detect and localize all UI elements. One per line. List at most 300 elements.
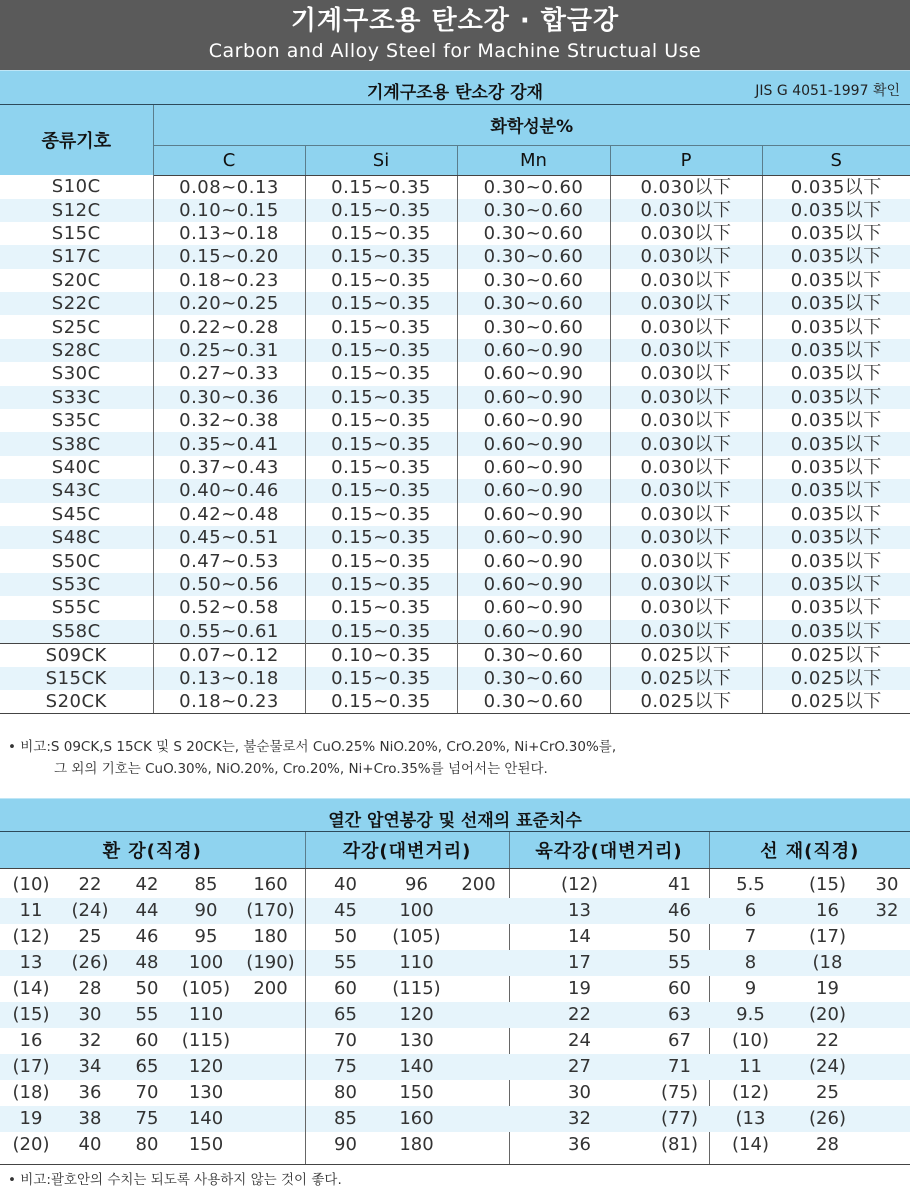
composition-cell: 0.15~0.35	[305, 549, 457, 572]
note-line-1: • 비고:S 09CK,S 15CK 및 S 20CK는, 불순물로서 CuO.25% NiO.20%, CrO.20%, Ni+CrO.30%를,	[8, 739, 617, 755]
dimension-cell: 71	[650, 1054, 710, 1080]
section2-title: 열간 압연봉강 및 선재의 표준치수	[328, 811, 582, 831]
composition-cell: 0.60~0.90	[457, 596, 610, 619]
composition-cell: 0.32~0.38	[153, 409, 305, 432]
dimension-cell	[236, 1106, 305, 1132]
dimension-cell: 70	[135, 1081, 159, 1103]
composition-cell: 0.60~0.90	[457, 526, 610, 549]
composition-cell: 0.030以下	[610, 269, 762, 292]
dimension-cell: 150	[188, 1133, 224, 1155]
col-header-s: S	[762, 145, 910, 175]
composition-cell: 0.030以下	[610, 573, 762, 596]
table-row	[0, 620, 910, 644]
group-header: 각강(대변거리)	[305, 832, 509, 868]
table-row	[0, 667, 910, 690]
dimension-cell	[448, 1054, 510, 1080]
dimension-cell: 45	[306, 898, 386, 924]
composition-cell: 0.15~0.35	[305, 175, 457, 199]
steel-code-cell: S28C	[0, 339, 153, 362]
dimension-cell: (26)	[792, 1106, 864, 1132]
dimension-cell: 9.5	[710, 1002, 792, 1028]
dimension-cell: 46	[650, 898, 710, 924]
dimension-cell: (15)	[0, 1002, 62, 1028]
composition-cell: 0.30~0.60	[457, 667, 610, 690]
composition-cell: 0.025以下	[762, 667, 910, 690]
composition-cell: 0.60~0.90	[457, 386, 610, 409]
composition-cell: 0.15~0.35	[305, 386, 457, 409]
dimension-cell	[448, 1132, 510, 1158]
composition-cell: 0.30~0.36	[153, 386, 305, 409]
composition-cell: 0.15~0.35	[305, 222, 457, 245]
dimension-cell	[864, 1106, 910, 1132]
steel-code-cell: S22C	[0, 292, 153, 315]
dimension-cell: 36	[78, 1081, 102, 1103]
dimension-cell: 120	[386, 1002, 448, 1028]
composition-cell: 0.035以下	[762, 456, 910, 479]
composition-cell: 0.030以下	[610, 479, 762, 502]
dimension-cell	[236, 1054, 305, 1080]
steel-code-cell: S33C	[0, 386, 153, 409]
group-header: 육각강(대변거리)	[509, 832, 709, 868]
steel-code-cell: S25C	[51, 316, 101, 338]
dimension-cell: (12)	[12, 925, 50, 947]
composition-cell: 0.035以下	[762, 549, 910, 572]
steel-code-cell: S20C	[51, 269, 101, 291]
steel-code-cell: S53C	[0, 573, 153, 596]
steel-code-cell: S30C	[51, 363, 101, 385]
dimension-cell	[448, 924, 510, 950]
section1-note	[8, 736, 616, 780]
dimension-cell	[448, 898, 510, 924]
dimension-cell: 96	[405, 873, 428, 895]
table-row	[0, 596, 910, 619]
dimension-cell: (105)	[181, 977, 231, 999]
dimension-cell: 24	[568, 1029, 591, 1051]
dimension-cell	[236, 1132, 305, 1158]
composition-cell: 0.40~0.46	[153, 479, 305, 502]
dimension-cell: (12)	[561, 873, 598, 895]
composition-cell: 0.030以下	[610, 549, 762, 572]
composition-cell: 0.27~0.33	[153, 362, 305, 385]
dimension-cell: 120	[176, 1054, 236, 1080]
dimension-cell: 55	[306, 950, 386, 976]
steel-code-cell: S43C	[0, 479, 153, 502]
dimension-cell	[448, 950, 510, 976]
dimension-cell: 32	[510, 1106, 650, 1132]
composition-cell: 0.035以下	[762, 245, 910, 268]
dimension-cell: 32	[78, 1029, 102, 1051]
dimension-cell: (77)	[650, 1106, 710, 1132]
dimension-cell: 110	[386, 950, 448, 976]
dimension-cell	[448, 976, 510, 1002]
composition-cell: 0.15~0.35	[305, 362, 457, 385]
dimension-cell: (14)	[732, 1133, 769, 1155]
table-row	[0, 573, 910, 596]
col-header-chemical: 화학성분%	[153, 105, 910, 145]
section2-title-bar	[0, 798, 910, 832]
group-header: 선 재(직경)	[709, 832, 910, 868]
steel-code-cell: S09CK	[0, 643, 153, 667]
composition-cell: 0.60~0.90	[457, 549, 610, 572]
table-row	[0, 222, 910, 245]
composition-cell: 0.030以下	[610, 386, 762, 409]
dimension-cell	[864, 1028, 910, 1054]
dimension-cell: 75	[306, 1054, 386, 1080]
page-header	[0, 0, 910, 70]
dimension-cell: 140	[176, 1106, 236, 1132]
composition-cell: 0.60~0.90	[457, 409, 610, 432]
composition-cell: 0.025以下	[762, 690, 910, 714]
composition-cell: 0.025以下	[610, 667, 762, 690]
dimension-cell	[236, 1002, 305, 1028]
composition-cell: 0.030以下	[610, 292, 762, 315]
composition-cell: 0.030以下	[610, 526, 762, 549]
note-line-2: 그 외의 기호는 CuO.30%, NiO.20%, Cro.20%, Ni+Cro.35%를 넘어서는 안된다.	[54, 761, 548, 777]
composition-cell: 0.60~0.90	[457, 456, 610, 479]
table-row	[0, 503, 910, 526]
composition-cell: 0.13~0.18	[153, 222, 305, 245]
dimension-cell: 19	[0, 1106, 62, 1132]
dimension-cell: 40	[78, 1133, 102, 1155]
dimension-cell: 22	[816, 1029, 839, 1051]
dimension-cell	[864, 1080, 910, 1106]
dimension-cell: 50	[135, 977, 159, 999]
dimension-cell	[864, 1132, 910, 1158]
composition-cell: 0.60~0.90	[457, 339, 610, 362]
dimension-cell: (20)	[12, 1133, 50, 1155]
composition-cell: 0.030以下	[610, 432, 762, 455]
composition-cell: 0.55~0.61	[153, 620, 305, 644]
dimension-cell: (12)	[732, 1081, 769, 1103]
composition-cell: 0.030以下	[610, 222, 762, 245]
composition-cell: 0.15~0.35	[305, 596, 457, 619]
dimension-cell: 38	[62, 1106, 118, 1132]
table-row	[0, 643, 910, 667]
dimension-cell: 25	[816, 1081, 839, 1103]
composition-cell: 0.60~0.90	[457, 432, 610, 455]
composition-cell: 0.15~0.35	[305, 199, 457, 222]
dimension-cell: 50	[334, 925, 357, 947]
dimension-cell: 67	[668, 1029, 691, 1051]
composition-cell: 0.30~0.60	[457, 292, 610, 315]
col-header-mn: Mn	[457, 145, 610, 175]
dimension-cell: 65	[118, 1054, 176, 1080]
dimension-cell: (20)	[792, 1002, 864, 1028]
composition-cell: 0.035以下	[762, 269, 910, 292]
table-row	[0, 199, 910, 222]
steel-code-cell: S12C	[0, 199, 153, 222]
page-title: 기계구조용 탄소강 · 합금강	[290, 6, 620, 36]
dimension-cell: 41	[668, 873, 691, 895]
dimension-cell: (17)	[0, 1054, 62, 1080]
dimension-cell	[448, 1080, 510, 1106]
composition-cell: 0.035以下	[762, 526, 910, 549]
composition-cell: 0.08~0.13	[153, 175, 305, 199]
dimension-cell: 130	[188, 1081, 224, 1103]
table-row	[0, 479, 910, 502]
dimension-cell: 140	[386, 1054, 448, 1080]
composition-cell: 0.025以下	[610, 643, 762, 667]
dimension-group	[305, 868, 509, 1164]
composition-cell: 0.60~0.90	[457, 362, 610, 385]
dimension-cell: (18	[792, 950, 864, 976]
steel-code-cell: S35C	[51, 410, 101, 432]
dimension-cell: 160	[253, 873, 288, 895]
dimension-cell: 13	[0, 950, 62, 976]
dimension-cell: (170)	[236, 898, 305, 924]
dimension-cell: (18)	[12, 1081, 50, 1103]
composition-cell: 0.15~0.35	[305, 573, 457, 596]
composition-cell: 0.18~0.23	[153, 269, 305, 292]
composition-cell: 0.035以下	[762, 175, 910, 199]
standard-reference: JIS G 4051-1997 확인	[755, 83, 900, 99]
composition-cell: 0.025以下	[762, 643, 910, 667]
composition-cell: 0.30~0.60	[457, 245, 610, 268]
dimension-cell: 30	[568, 1081, 591, 1103]
dimension-cell: 11	[0, 898, 62, 924]
dimension-cell: 7	[744, 925, 757, 947]
dimension-cell: 60	[668, 977, 691, 999]
dimension-cell: 60	[334, 977, 357, 999]
dimension-cell: 55	[650, 950, 710, 976]
composition-cell: 0.60~0.90	[457, 573, 610, 596]
dimension-cell: 5.5	[736, 873, 765, 895]
composition-cell: 0.60~0.90	[457, 620, 610, 644]
col-header-si: Si	[305, 145, 457, 175]
section1-title-bar	[0, 70, 910, 105]
dimension-cell: (26)	[62, 950, 118, 976]
composition-cell: 0.15~0.35	[305, 526, 457, 549]
composition-cell: 0.15~0.35	[305, 456, 457, 479]
dimension-cell: 28	[816, 1133, 839, 1155]
steel-code-cell: S15CK	[0, 667, 153, 690]
dimension-cell: 44	[118, 898, 176, 924]
table-row	[0, 175, 910, 199]
dimension-cell: 9	[744, 977, 757, 999]
composition-cell: 0.035以下	[762, 620, 910, 644]
composition-cell: 0.13~0.18	[153, 667, 305, 690]
table-row	[0, 549, 910, 572]
page-subtitle: Carbon and Alloy Steel for Machine Structual Use	[208, 40, 702, 62]
dimension-cell: 32	[864, 898, 910, 924]
dimension-cell: 6	[710, 898, 792, 924]
composition-cell: 0.18~0.23	[153, 690, 305, 714]
dimension-cell: 180	[399, 1133, 434, 1155]
composition-cell: 0.30~0.60	[457, 690, 610, 714]
dimension-cell: 30	[62, 1002, 118, 1028]
composition-cell: 0.45~0.51	[153, 526, 305, 549]
dimension-cell: 63	[650, 1002, 710, 1028]
dimension-cell: 95	[194, 925, 218, 947]
steel-code-cell: S40C	[51, 456, 101, 478]
dimension-cell: 80	[135, 1133, 159, 1155]
composition-cell: 0.15~0.35	[305, 432, 457, 455]
composition-cell: 0.15~0.35	[305, 269, 457, 292]
group-header: 환 강(직경)	[0, 832, 305, 868]
composition-cell: 0.47~0.53	[153, 549, 305, 572]
composition-cell: 0.035以下	[762, 339, 910, 362]
dimension-cell: 130	[399, 1029, 434, 1051]
composition-cell: 0.30~0.60	[457, 315, 610, 338]
dimension-cell: 8	[710, 950, 792, 976]
composition-cell: 0.025以下	[610, 690, 762, 714]
steel-code-cell: S50C	[51, 550, 101, 572]
composition-cell: 0.15~0.35	[305, 479, 457, 502]
composition-cell: 0.035以下	[762, 199, 910, 222]
dimension-cell: (24)	[62, 898, 118, 924]
dimension-cell: 150	[399, 1081, 434, 1103]
composition-cell: 0.15~0.20	[153, 245, 305, 268]
steel-code-cell: S38C	[0, 432, 153, 455]
dimension-cell: 200	[461, 873, 496, 895]
dimension-cell: 17	[510, 950, 650, 976]
dimension-cell: 110	[176, 1002, 236, 1028]
dimension-cell: (14)	[12, 977, 50, 999]
table-row	[0, 456, 910, 479]
dimension-cell: (81)	[661, 1133, 698, 1155]
composition-cell: 0.15~0.35	[305, 409, 457, 432]
table-row	[0, 339, 910, 362]
composition-cell: 0.035以下	[762, 315, 910, 338]
dimension-cell	[864, 924, 910, 950]
dimension-cell: 100	[386, 898, 448, 924]
composition-cell: 0.52~0.58	[153, 596, 305, 619]
dimension-cell: 85	[306, 1106, 386, 1132]
dimension-cell: 16	[792, 898, 864, 924]
dimension-cell: 27	[510, 1054, 650, 1080]
composition-cell: 0.030以下	[610, 596, 762, 619]
dimension-cell: (13	[710, 1106, 792, 1132]
dimension-cell: 11	[710, 1054, 792, 1080]
table-row	[0, 362, 910, 385]
composition-cell: 0.030以下	[610, 456, 762, 479]
dimension-cell: (17)	[809, 925, 846, 947]
dimension-group	[0, 868, 305, 1164]
dimension-cell: 85	[194, 873, 218, 895]
dimension-cell: 22	[510, 1002, 650, 1028]
composition-cell: 0.10~0.15	[153, 199, 305, 222]
dimension-cell: 28	[78, 977, 102, 999]
composition-cell: 0.035以下	[762, 596, 910, 619]
composition-cell: 0.035以下	[762, 503, 910, 526]
composition-cell: 0.030以下	[610, 620, 762, 644]
dimension-cell: (10)	[732, 1029, 769, 1051]
dimension-cell: 19	[816, 977, 839, 999]
composition-cell: 0.42~0.48	[153, 503, 305, 526]
dimension-cell: 160	[386, 1106, 448, 1132]
dimension-cell	[448, 1106, 510, 1132]
dimension-cell: 90	[176, 898, 236, 924]
composition-cell: 0.15~0.35	[305, 690, 457, 714]
steel-code-cell: S55C	[51, 597, 101, 619]
composition-cell: 0.30~0.60	[457, 199, 610, 222]
col-header-code: 종류기호	[0, 105, 153, 175]
table-row	[0, 526, 910, 549]
composition-cell: 0.035以下	[762, 222, 910, 245]
dimension-cell	[864, 1002, 910, 1028]
composition-cell: 0.030以下	[610, 362, 762, 385]
dimension-cell: 50	[668, 925, 691, 947]
composition-cell: 0.15~0.35	[305, 245, 457, 268]
dimension-group	[709, 868, 910, 1164]
dimension-cell	[864, 976, 910, 1002]
composition-cell: 0.60~0.90	[457, 479, 610, 502]
composition-cell: 0.30~0.60	[457, 643, 610, 667]
composition-cell: 0.030以下	[610, 199, 762, 222]
composition-cell: 0.030以下	[610, 245, 762, 268]
steel-code-cell: S10C	[51, 176, 101, 198]
dimension-cell: 13	[510, 898, 650, 924]
dimension-cell: 40	[334, 873, 357, 895]
steel-code-cell: S58C	[0, 620, 153, 644]
dimension-cell: (15)	[809, 873, 846, 895]
dimension-cell: 200	[253, 977, 288, 999]
dimension-cell: 80	[334, 1081, 357, 1103]
table-row	[0, 409, 910, 432]
composition-cell: 0.30~0.60	[457, 269, 610, 292]
composition-cell: 0.030以下	[610, 315, 762, 338]
dimension-cell: 14	[568, 925, 591, 947]
composition-cell: 0.15~0.35	[305, 620, 457, 644]
dimension-cell	[448, 1002, 510, 1028]
section2-note: • 비고:괄호안의 수치는 되도록 사용하지 않는 것이 좋다.	[8, 1172, 342, 1188]
table-row	[0, 432, 910, 455]
composition-cell: 0.50~0.56	[153, 573, 305, 596]
steel-code-cell: S17C	[0, 245, 153, 268]
dimension-cell: 180	[253, 925, 288, 947]
composition-cell: 0.030以下	[610, 503, 762, 526]
dimension-cell: 46	[135, 925, 159, 947]
dimension-cell: 60	[135, 1029, 159, 1051]
composition-cell: 0.035以下	[762, 292, 910, 315]
dimension-cell: 25	[78, 925, 102, 947]
composition-cell: 0.030以下	[610, 339, 762, 362]
composition-cell: 0.37~0.43	[153, 456, 305, 479]
dimension-cell: 100	[176, 950, 236, 976]
composition-cell: 0.30~0.60	[457, 222, 610, 245]
composition-cell: 0.035以下	[762, 362, 910, 385]
dimension-cell: 55	[118, 1002, 176, 1028]
dimension-cell	[236, 1028, 305, 1054]
dimension-cell	[448, 1028, 510, 1054]
dimension-cell: 16	[19, 1029, 43, 1051]
composition-cell: 0.07~0.12	[153, 643, 305, 667]
dimension-cell: 75	[118, 1106, 176, 1132]
composition-cell: 0.15~0.35	[305, 315, 457, 338]
composition-cell: 0.60~0.90	[457, 503, 610, 526]
composition-cell: 0.15~0.35	[305, 339, 457, 362]
dimension-cell: (10)	[12, 873, 50, 895]
composition-cell: 0.035以下	[762, 573, 910, 596]
dimension-cell	[864, 950, 910, 976]
dimension-cell: 22	[78, 873, 102, 895]
dimension-cell	[236, 1080, 305, 1106]
dimension-cell: (115)	[181, 1029, 231, 1051]
table-row	[0, 292, 910, 315]
dimension-cell: (105)	[392, 925, 441, 947]
col-header-p: P	[610, 145, 762, 175]
table-row	[0, 245, 910, 268]
dimension-cell: 65	[306, 1002, 386, 1028]
composition-cell: 0.15~0.35	[305, 667, 457, 690]
dimension-cell: 19	[568, 977, 591, 999]
dimension-cell: (75)	[661, 1081, 698, 1103]
dimension-cell: 48	[118, 950, 176, 976]
dimension-cell: 30	[875, 873, 899, 895]
dimension-cell: 90	[334, 1133, 357, 1155]
dimension-group	[509, 868, 709, 1164]
composition-cell: 0.035以下	[762, 479, 910, 502]
